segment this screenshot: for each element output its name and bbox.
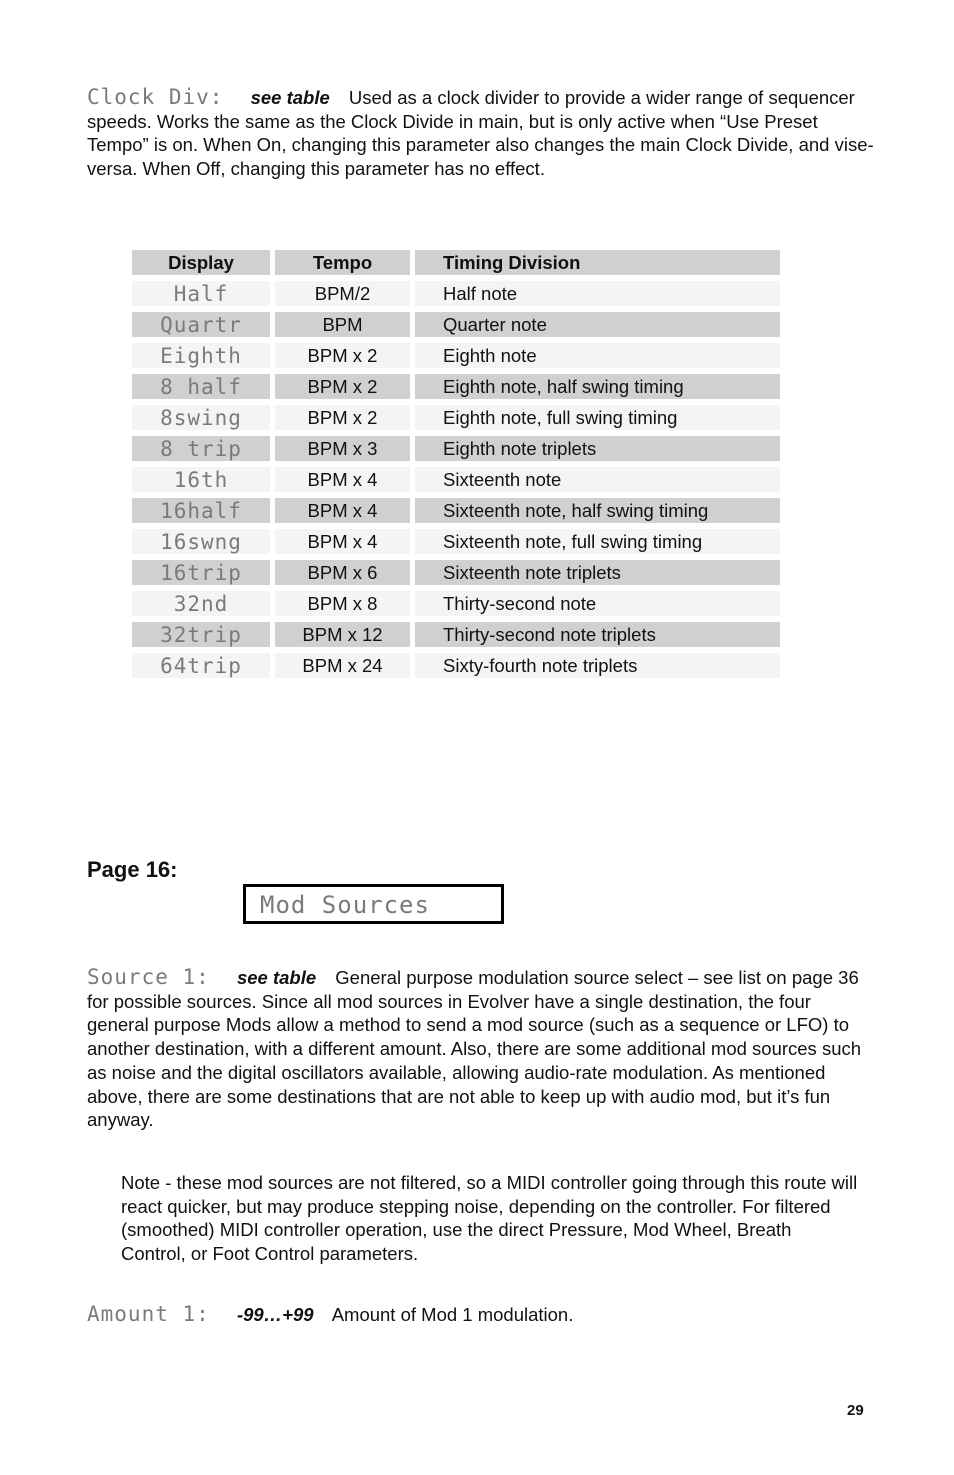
amount1-range: -99…+99 bbox=[236, 1304, 314, 1325]
table-row bbox=[132, 498, 780, 523]
table-row bbox=[132, 653, 780, 678]
display-cell: 32trip bbox=[132, 622, 270, 647]
timing-cell: Quarter note bbox=[415, 312, 780, 337]
timing-cell: Sixteenth note bbox=[415, 467, 780, 492]
display-cell: 8 trip bbox=[132, 436, 270, 461]
header-display: Display bbox=[132, 250, 270, 275]
timing-cell: Eighth note, full swing timing bbox=[415, 405, 780, 430]
tempo-cell: BPM x 4 bbox=[275, 529, 410, 554]
timing-cell: Thirty-second note bbox=[415, 591, 780, 616]
table-row bbox=[132, 312, 780, 337]
tempo-cell: BPM bbox=[275, 312, 410, 337]
display-cell: 64trip bbox=[132, 653, 270, 678]
table-row bbox=[132, 560, 780, 585]
table-header-row bbox=[132, 250, 780, 275]
display-cell: 8 half bbox=[132, 374, 270, 399]
header-timing-division: Timing Division bbox=[415, 250, 780, 275]
tempo-cell: BPM x 8 bbox=[275, 591, 410, 616]
tempo-cell: BPM x 2 bbox=[275, 405, 410, 430]
lcd-display-text: Mod Sources bbox=[260, 891, 430, 919]
tempo-cell: BPM x 2 bbox=[275, 343, 410, 368]
lcd-display bbox=[243, 884, 504, 924]
tempo-cell: BPM x 2 bbox=[275, 374, 410, 399]
clock-divide-table bbox=[127, 244, 785, 684]
timing-cell: Thirty-second note triplets bbox=[415, 622, 780, 647]
table-row bbox=[132, 405, 780, 430]
clock-div-section bbox=[87, 86, 877, 181]
table-row bbox=[132, 529, 780, 554]
tempo-cell: BPM x 6 bbox=[275, 560, 410, 585]
timing-cell: Sixteenth note, full swing timing bbox=[415, 529, 780, 554]
table-row bbox=[132, 467, 780, 492]
timing-cell: Eighth note, half swing timing bbox=[415, 374, 780, 399]
clock-div-description: Used as a clock divider to provide a wider range of sequencer speeds. Works the same as the Clock Divide in main, but is only active when “Use Preset Tempo” is on. When On, changing this parameter also changes the main Clock Divide, and vise-versa. When Off, changing this parameter has no effect. bbox=[87, 87, 874, 180]
table-row bbox=[132, 343, 780, 368]
timing-cell: Eighth note triplets bbox=[415, 436, 780, 461]
timing-cell: Half note bbox=[415, 281, 780, 306]
tempo-cell: BPM x 3 bbox=[275, 436, 410, 461]
page-heading: Page 16: bbox=[87, 857, 178, 882]
tempo-cell: BPM x 4 bbox=[275, 467, 410, 492]
note-paragraph: Note - these mod sources are not filtered, so a MIDI controller going through this route will react quicker, but may produce stepping noise, depending on the controller. For filtered (smoothed) MIDI controller operation, use the direct Pressure, Mod Wheel, Breath Control, or Foot Control parameters. bbox=[121, 1172, 858, 1265]
display-cell: Quartr bbox=[132, 312, 270, 337]
clock-div-param-name: Clock Div: bbox=[87, 85, 224, 109]
timing-cell: Sixteenth note, half swing timing bbox=[415, 498, 780, 523]
amount1-description: Amount of Mod 1 modulation. bbox=[331, 1304, 574, 1325]
display-cell: 16trip bbox=[132, 560, 270, 585]
tempo-cell: BPM x 4 bbox=[275, 498, 410, 523]
source1-range: see table bbox=[236, 967, 317, 988]
display-cell: Half bbox=[132, 281, 270, 306]
timing-cell: Eighth note bbox=[415, 343, 780, 368]
display-cell: 16half bbox=[132, 498, 270, 523]
display-cell: 16swng bbox=[132, 529, 270, 554]
table-row bbox=[132, 622, 780, 647]
display-cell: 16th bbox=[132, 467, 270, 492]
amount1-section bbox=[87, 1303, 877, 1327]
tempo-cell: BPM x 12 bbox=[275, 622, 410, 647]
table-row bbox=[132, 436, 780, 461]
timing-cell: Sixteenth note triplets bbox=[415, 560, 780, 585]
display-cell: Eighth bbox=[132, 343, 270, 368]
clock-div-range: see table bbox=[250, 87, 330, 108]
table-row bbox=[132, 591, 780, 616]
page-number: 29 bbox=[847, 1402, 864, 1419]
source1-section bbox=[87, 966, 877, 1132]
tempo-cell: BPM x 24 bbox=[275, 653, 410, 678]
amount1-param-name: Amount 1: bbox=[87, 1302, 210, 1326]
tempo-cell: BPM/2 bbox=[275, 281, 410, 306]
table-row bbox=[132, 374, 780, 399]
header-tempo: Tempo bbox=[275, 250, 410, 275]
source1-description: General purpose modulation source select – see list on page 36 for possible sources. Since all mod sources in Evolver have a single destination, the four general purpose Mods allow a method to send a mod source (such as a sequence or LFO) to another destination, with a different amount. Also, there are some additional mod sources such as noise and the digital oscillators available, allowing audio-rate modulation. As mentioned above, there are some destinations that are not able to keep up with audio mod, but it’s fun anyway. bbox=[87, 967, 862, 1131]
display-cell: 8swing bbox=[132, 405, 270, 430]
table-row bbox=[132, 281, 780, 306]
display-cell: 32nd bbox=[132, 591, 270, 616]
source1-param-name: Source 1: bbox=[87, 965, 210, 989]
timing-cell: Sixty-fourth note triplets bbox=[415, 653, 780, 678]
